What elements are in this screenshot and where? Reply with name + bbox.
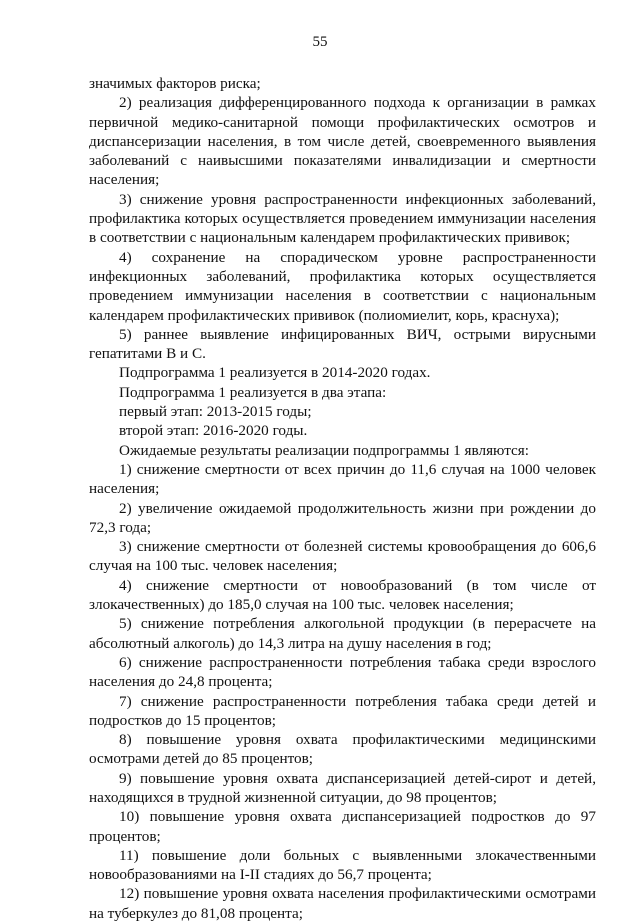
- paragraph: Подпрограмма 1 реализуется в 2014-2020 годах.: [119, 364, 431, 382]
- document-body: [89, 74, 596, 923]
- paragraph: 7) снижение распространенности потребления табака среди детей и подростков до 15 процентов;: [89, 692, 596, 729]
- paragraph: 12) повышение уровня охвата населения профилактическими осмотрами на туберкулез до 81,08 процента;: [89, 885, 596, 922]
- paragraph: Подпрограмма 1 реализуется в два этапа:: [119, 383, 387, 401]
- page-number: 55: [312, 34, 328, 50]
- paragraph: 1) снижение смертности от всех причин до 11,6 случая на 1000 человек населения;: [89, 460, 596, 498]
- paragraph: 5) снижение потребления алкогольной продукции (в перерасчете на абсолютный алкоголь) до 14,3 литра на душу населения в год;: [89, 615, 596, 652]
- paragraph: 8) повышение уровня охвата профилактическими медицинскими осмотрами детей до 85 процентов;: [89, 731, 596, 768]
- paragraph: 2) реализация дифференцированного подхода к организации в рамках первичной медико-санитарной помощи профилактических осмотров и диспансеризации населения, в том числе детей, своевременного выявления заболеваний с наивысшими показателями инвалидизации и смертности населения;: [89, 94, 596, 189]
- paragraph: 5) раннее выявление инфицированных ВИЧ, острыми вирусными гепатитами В и С.: [89, 325, 596, 363]
- paragraph: 2) увеличение ожидаемой продолжительность жизни при рождении до 72,3 года;: [89, 499, 596, 536]
- paragraph: первый этап: 2013-2015 годы;: [119, 403, 312, 421]
- paragraph: 4) снижение смертности от новообразований (в том числе от злокачественных) до 185,0 случая на 100 тыс. человек населения;: [89, 576, 596, 614]
- paragraph: 3) снижение уровня распространенности инфекционных заболеваний, профилактика которых осуществляется проведением иммунизации населения в соответствии с национальным календарем профилактических прививок;: [89, 190, 596, 247]
- paragraph: значимых факторов риска;: [89, 75, 261, 92]
- paragraph: 10) повышение уровня охвата диспансеризацией подростков до 97 процентов;: [89, 808, 596, 845]
- paragraph: 4) сохранение на спорадическом уровне распространенности инфекционных заболеваний, профилактика которых осуществляется проведением иммунизации населения в соответствии с национальным календарем профилактических прививок (полиомиелит, корь, краснуха);: [89, 248, 596, 324]
- paragraph: 3) снижение смертности от болезней системы кровообращения до 606,6 случая на 100 тыс. человек населения;: [89, 538, 596, 575]
- paragraph: второй этап: 2016-2020 годы.: [119, 422, 308, 440]
- paragraph: 9) повышение уровня охвата диспансеризацией детей-сирот и детей, находящихся в трудной жизненной ситуации, до 98 процентов;: [89, 769, 596, 806]
- paragraph: 11) повышение доли больных с выявленными злокачественными новообразованиями на I-II стадиях до 56,7 процента;: [89, 846, 596, 884]
- paragraph: 6) снижение распространенности потребления табака среди взрослого населения до 24,8 процента;: [89, 653, 596, 691]
- paragraph: Ожидаемые результаты реализации подпрограммы 1 являются:: [119, 441, 529, 459]
